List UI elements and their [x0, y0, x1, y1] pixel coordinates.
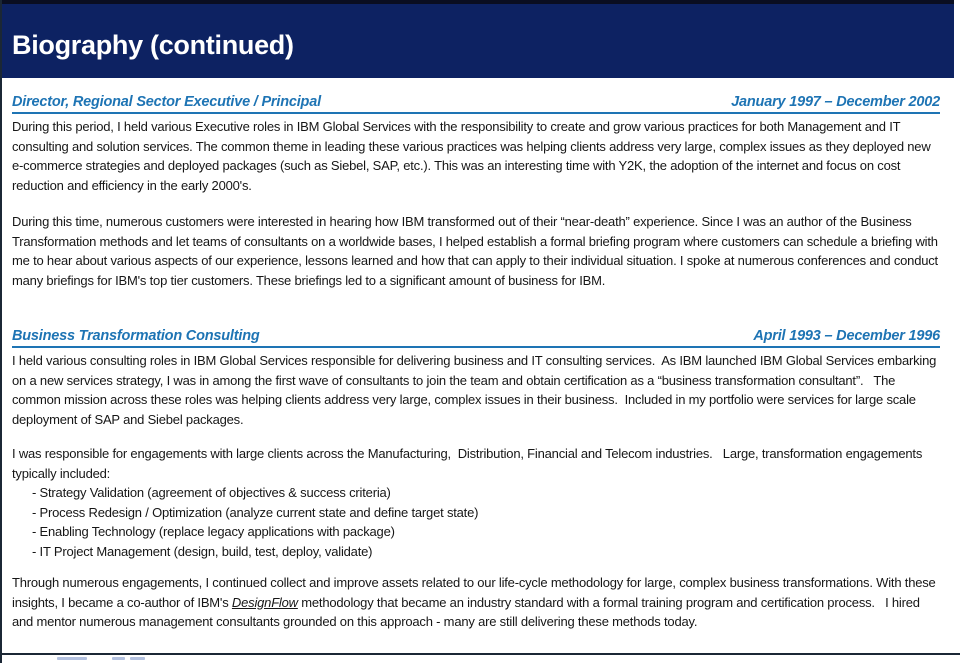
paragraph: During this time, numerous customers were interested in hearing how IBM transformed out of their “near-death” experience. Since I was an author of the Business Transformation methods and let teams of consultants on a worldwide bases, I helped establish a formal briefing program where customers can schedule a briefing with me to hear about various aspects of our experience, lessons learned and how that can apply to their individual situation. I spoke at numerous conferences and conduct many briefings for IBM's top tier customers. These briefings led to a significant amount of business for IBM.	[12, 214, 942, 288]
engagement-types-list	[32, 483, 940, 561]
cropped-text-fragment	[57, 657, 87, 660]
list-item: - Enabling Technology (replace legacy applications with package)	[32, 524, 395, 539]
list-item: - Process Redesign / Optimization (analyze current state and define target state)	[32, 504, 479, 520]
bottom-border	[2, 653, 960, 655]
cropped-text-fragment	[130, 657, 145, 660]
section-director-executive	[12, 93, 940, 290]
closing-text-pre: Through numerous engagements, I continued collect and improve assets related to our life-cycle methodology for large, complex business transformations. With these insights, I became a co-author of IBM's	[12, 575, 940, 610]
section-title: Business Transformation Consulting	[12, 328, 260, 344]
list-item: - Strategy Validation (agreement of objectives & success criteria)	[32, 485, 391, 500]
section-title: Director, Regional Sector Executive / Principal	[12, 94, 321, 110]
section-date-range: April 1993 – December 1996	[753, 328, 940, 344]
closing-text-post: methodology that became an industry standard with a formal training program and certification process. I hired and mentor numerous management consultants grounded on this approach - many are still delivering these methods today.	[12, 594, 924, 629]
section-business-transformation	[12, 327, 940, 632]
slide-body	[12, 78, 940, 632]
closing-paragraph	[12, 573, 940, 632]
cropped-text-fragment	[112, 657, 125, 660]
paragraph: During this period, I held various Executive roles in IBM Global Services with the responsibility to create and grow various practices for both Management and IT consulting and solution services. The common theme in leading these various practices was helping clients address very large, complex issues as they deployed new e-commerce strategies and deployed packages (such as Siebel, SAP, etc.). This was an interesting time with Y2K, the adoption of the internet and focus on cost reduction and efficiency in the early 2000's.	[12, 119, 934, 193]
paragraph: I held various consulting roles in IBM Global Services responsible for delivering business and IT consulting services. As IBM launched IBM Global Services embarking on a new services strategy, I was in among the first wave of consultants to join the team and obtain certification as a “business transformation consultant”. The common mission across these roles was helping clients address very large, complex issues in their business. Included in my portfolio were services for large scale deployment of SAP and Siebel packages.	[12, 353, 940, 427]
slide-header	[2, 4, 954, 78]
section-heading-row	[12, 93, 940, 114]
section-heading-row	[12, 327, 940, 348]
designflow-term: DesignFlow	[231, 594, 298, 610]
slide-title: Biography (continued)	[12, 30, 294, 60]
list-item: - IT Project Management (design, build, test, deploy, validate)	[32, 543, 373, 559]
paragraph: I was responsible for engagements with large clients across the Manufacturing, Distribution, Financial and Telecom industries. Large, transformation engagements typically included:	[12, 446, 926, 481]
section-date-range: January 1997 – December 2002	[731, 94, 940, 110]
cropped-footer-text	[2, 656, 960, 663]
